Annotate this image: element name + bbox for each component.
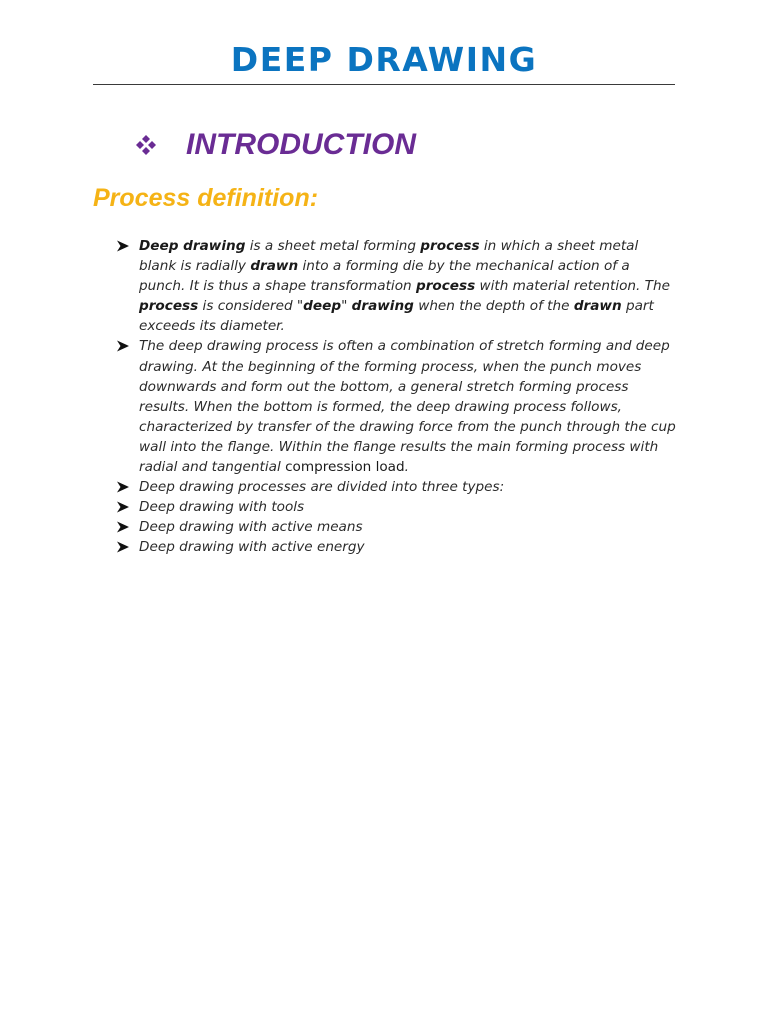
bullet-text: process bbox=[420, 238, 480, 254]
intro-heading: INTRODUCTION bbox=[186, 128, 416, 161]
list-item bbox=[116, 477, 676, 497]
bullet-text: with material retention. The bbox=[475, 278, 670, 295]
bullet-text: compression load bbox=[285, 459, 405, 476]
four-diamond-icon bbox=[133, 132, 159, 158]
bullet-text: deep bbox=[303, 298, 342, 315]
bullet-text: " bbox=[341, 298, 352, 315]
arrowhead-icon bbox=[116, 501, 130, 513]
list-item bbox=[116, 497, 676, 517]
arrowhead-icon bbox=[116, 481, 130, 493]
title-underline bbox=[93, 84, 675, 85]
bullet-text: Deep drawing with active energy bbox=[139, 539, 365, 556]
bullet-list bbox=[116, 236, 676, 558]
bullet-text: . bbox=[404, 459, 409, 476]
bullet-text: is a sheet metal forming bbox=[245, 238, 421, 254]
bullet-text: process bbox=[415, 278, 476, 295]
bullet-text: in which a sheet metal blank is radially bbox=[139, 238, 639, 275]
bullet-text: Deep drawing with active means bbox=[139, 519, 363, 536]
list-item bbox=[116, 517, 676, 537]
bullet-text: process bbox=[139, 298, 199, 315]
bullet-text: is considered " bbox=[198, 298, 304, 315]
document-title: DEEP DRAWING bbox=[230, 40, 538, 79]
bullet-text: The deep drawing process is often a combination of stretch forming and deep drawing. At the beginning of the forming process, when the punch moves downwards and form out the bottom, a general stretch forming process results. When the bottom is formed, the deep drawing process follows, characterized by transfer of the drawing force from the punch through the cup wall into the flange. Within the flange results the main forming process with radial and tangential bbox=[139, 338, 676, 476]
bullet-text: Deep drawing processes are divided into three types: bbox=[139, 479, 505, 496]
list-item bbox=[116, 537, 676, 557]
bullet-text: part exceeds its diameter. bbox=[139, 298, 654, 335]
list-item bbox=[116, 336, 676, 477]
section-heading: Process definition: bbox=[93, 184, 319, 212]
bullet-text: into a forming die by the mechanical action of a punch. It is thus a shape transformation bbox=[139, 258, 630, 295]
bullet-text: drawn bbox=[573, 298, 622, 315]
bullet-text: when the depth of the bbox=[413, 298, 574, 315]
bullet-text: drawing bbox=[351, 298, 414, 315]
bullet-text: Deep drawing with tools bbox=[139, 499, 305, 516]
arrowhead-icon bbox=[116, 521, 130, 533]
arrowhead-icon bbox=[116, 240, 130, 252]
bullet-text: Deep drawing bbox=[139, 238, 246, 254]
arrowhead-icon bbox=[116, 541, 130, 553]
bullet-text: drawn bbox=[250, 258, 299, 275]
arrowhead-icon bbox=[116, 340, 130, 352]
intro-heading-row bbox=[133, 128, 416, 162]
list-item bbox=[116, 236, 676, 336]
